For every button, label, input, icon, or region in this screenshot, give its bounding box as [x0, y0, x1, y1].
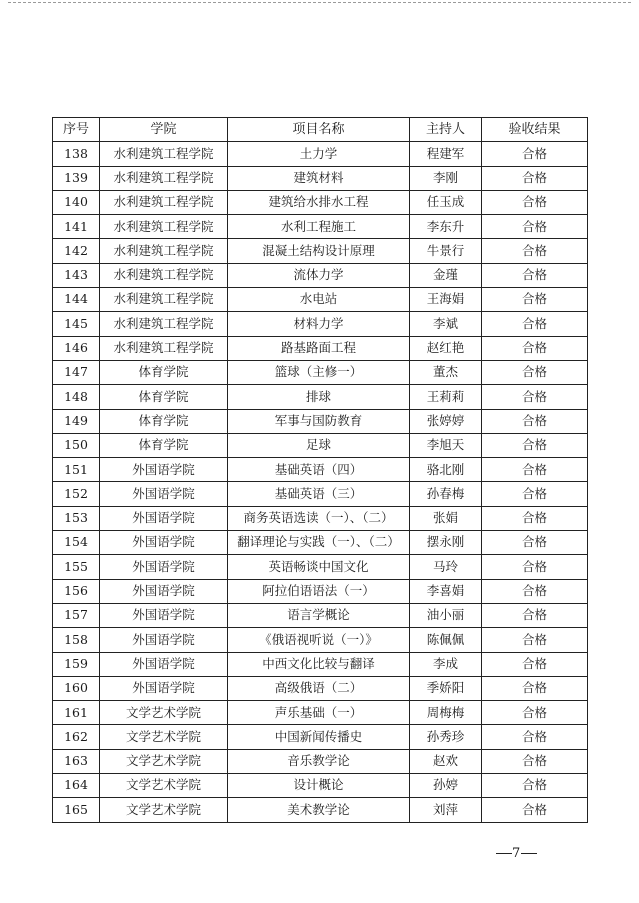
table-row [53, 506, 588, 530]
cell-project: 声乐基础（一） [228, 701, 410, 725]
cell-college: 水利建筑工程学院 [100, 288, 228, 312]
cell-result: 合格 [482, 555, 588, 579]
cell-no: 163 [53, 749, 100, 773]
cell-host: 孙婷 [410, 774, 482, 798]
cell-result: 合格 [482, 142, 588, 166]
cell-result: 合格 [482, 676, 588, 700]
cell-no: 154 [53, 531, 100, 555]
table-row [53, 701, 588, 725]
cell-college: 外国语学院 [100, 506, 228, 530]
cell-college: 外国语学院 [100, 555, 228, 579]
cell-college: 体育学院 [100, 385, 228, 409]
table-row [53, 336, 588, 360]
header-host: 主持人 [410, 118, 482, 142]
page-number-dash-left [496, 853, 512, 854]
cell-project: 《俄语视听说（一）》 [228, 628, 410, 652]
cell-no: 140 [53, 190, 100, 214]
cell-no: 144 [53, 288, 100, 312]
cell-host: 程建军 [410, 142, 482, 166]
cell-college: 外国语学院 [100, 676, 228, 700]
cell-no: 162 [53, 725, 100, 749]
cell-result: 合格 [482, 385, 588, 409]
table-row [53, 482, 588, 506]
cell-host: 李东升 [410, 215, 482, 239]
cell-host: 李喜娟 [410, 579, 482, 603]
cell-result: 合格 [482, 215, 588, 239]
cell-no: 150 [53, 433, 100, 457]
scan-edge-dashes [8, 2, 631, 3]
cell-host: 骆北刚 [410, 458, 482, 482]
cell-college: 体育学院 [100, 409, 228, 433]
cell-no: 152 [53, 482, 100, 506]
cell-project: 路基路面工程 [228, 336, 410, 360]
cell-no: 160 [53, 676, 100, 700]
cell-result: 合格 [482, 628, 588, 652]
cell-result: 合格 [482, 603, 588, 627]
table-header-row [53, 118, 588, 142]
cell-project: 中西文化比较与翻译 [228, 652, 410, 676]
cell-no: 149 [53, 409, 100, 433]
cell-project: 流体力学 [228, 263, 410, 287]
cell-no: 142 [53, 239, 100, 263]
table-row [53, 749, 588, 773]
cell-host: 张婷婷 [410, 409, 482, 433]
cell-project: 中国新闻传播史 [228, 725, 410, 749]
cell-college: 水利建筑工程学院 [100, 239, 228, 263]
cell-no: 159 [53, 652, 100, 676]
cell-no: 147 [53, 360, 100, 384]
cell-host: 李斌 [410, 312, 482, 336]
table-row [53, 579, 588, 603]
cell-host: 马玲 [410, 555, 482, 579]
cell-host: 陈佩佩 [410, 628, 482, 652]
cell-college: 水利建筑工程学院 [100, 190, 228, 214]
cell-project: 基础英语（四） [228, 458, 410, 482]
cell-result: 合格 [482, 458, 588, 482]
cell-no: 138 [53, 142, 100, 166]
cell-college: 水利建筑工程学院 [100, 263, 228, 287]
cell-result: 合格 [482, 531, 588, 555]
cell-college: 文学艺术学院 [100, 774, 228, 798]
cell-project: 英语畅谈中国文化 [228, 555, 410, 579]
cell-college: 文学艺术学院 [100, 701, 228, 725]
header-college: 学院 [100, 118, 228, 142]
table-row [53, 360, 588, 384]
cell-result: 合格 [482, 239, 588, 263]
table-row [53, 215, 588, 239]
cell-project: 阿拉伯语语法（一） [228, 579, 410, 603]
cell-project: 足球 [228, 433, 410, 457]
cell-project: 水利工程施工 [228, 215, 410, 239]
cell-result: 合格 [482, 652, 588, 676]
table-row [53, 263, 588, 287]
cell-result: 合格 [482, 288, 588, 312]
cell-host: 李刚 [410, 166, 482, 190]
cell-project: 翻译理论与实践（一）、（二） [228, 531, 410, 555]
cell-college: 体育学院 [100, 433, 228, 457]
cell-result: 合格 [482, 360, 588, 384]
cell-college: 外国语学院 [100, 458, 228, 482]
table-row [53, 531, 588, 555]
cell-no: 145 [53, 312, 100, 336]
cell-result: 合格 [482, 263, 588, 287]
cell-host: 金瑾 [410, 263, 482, 287]
cell-college: 外国语学院 [100, 579, 228, 603]
cell-no: 146 [53, 336, 100, 360]
table-body [53, 142, 588, 822]
cell-college: 外国语学院 [100, 603, 228, 627]
cell-college: 水利建筑工程学院 [100, 312, 228, 336]
cell-host: 油小丽 [410, 603, 482, 627]
cell-project: 语言学概论 [228, 603, 410, 627]
cell-college: 文学艺术学院 [100, 725, 228, 749]
cell-result: 合格 [482, 725, 588, 749]
cell-result: 合格 [482, 433, 588, 457]
cell-project: 军事与国防教育 [228, 409, 410, 433]
table-row [53, 385, 588, 409]
cell-host: 董杰 [410, 360, 482, 384]
cell-no: 151 [53, 458, 100, 482]
cell-college: 水利建筑工程学院 [100, 142, 228, 166]
header-project: 项目名称 [228, 118, 410, 142]
cell-host: 赵欢 [410, 749, 482, 773]
table-row [53, 288, 588, 312]
cell-project: 建筑材料 [228, 166, 410, 190]
cell-host: 季娇阳 [410, 676, 482, 700]
cell-no: 139 [53, 166, 100, 190]
table-row [53, 166, 588, 190]
cell-no: 157 [53, 603, 100, 627]
cell-host: 李成 [410, 652, 482, 676]
cell-college: 水利建筑工程学院 [100, 215, 228, 239]
cell-project: 混凝土结构设计原理 [228, 239, 410, 263]
cell-result: 合格 [482, 579, 588, 603]
cell-project: 设计概论 [228, 774, 410, 798]
cell-project: 水电站 [228, 288, 410, 312]
table-row [53, 433, 588, 457]
cell-college: 外国语学院 [100, 628, 228, 652]
cell-college: 外国语学院 [100, 652, 228, 676]
cell-host: 孙春梅 [410, 482, 482, 506]
cell-host: 刘萍 [410, 798, 482, 822]
cell-college: 文学艺术学院 [100, 749, 228, 773]
table-row [53, 409, 588, 433]
table-row [53, 239, 588, 263]
table-row [53, 652, 588, 676]
cell-project: 材料力学 [228, 312, 410, 336]
cell-college: 文学艺术学院 [100, 798, 228, 822]
cell-college: 体育学院 [100, 360, 228, 384]
cell-result: 合格 [482, 190, 588, 214]
cell-host: 张娟 [410, 506, 482, 530]
acceptance-results-table [52, 117, 588, 823]
cell-result: 合格 [482, 774, 588, 798]
cell-result: 合格 [482, 409, 588, 433]
table-row [53, 555, 588, 579]
cell-result: 合格 [482, 701, 588, 725]
cell-college: 水利建筑工程学院 [100, 166, 228, 190]
table-row [53, 798, 588, 822]
table-row [53, 603, 588, 627]
cell-result: 合格 [482, 798, 588, 822]
cell-college: 外国语学院 [100, 531, 228, 555]
cell-project: 排球 [228, 385, 410, 409]
cell-host: 王莉莉 [410, 385, 482, 409]
cell-host: 赵红艳 [410, 336, 482, 360]
page-number-dash-right [521, 853, 537, 854]
cell-host: 李旭天 [410, 433, 482, 457]
table-row [53, 458, 588, 482]
cell-project: 高级俄语（二） [228, 676, 410, 700]
cell-college: 水利建筑工程学院 [100, 336, 228, 360]
cell-result: 合格 [482, 312, 588, 336]
cell-no: 153 [53, 506, 100, 530]
cell-project: 商务英语选读（一）、（二） [228, 506, 410, 530]
table-row [53, 676, 588, 700]
header-no: 序号 [53, 118, 100, 142]
cell-result: 合格 [482, 336, 588, 360]
page-number-value: 7 [512, 846, 522, 861]
table-row [53, 142, 588, 166]
cell-result: 合格 [482, 482, 588, 506]
cell-no: 158 [53, 628, 100, 652]
cell-host: 周梅梅 [410, 701, 482, 725]
table-row [53, 190, 588, 214]
cell-project: 篮球（主修一） [228, 360, 410, 384]
cell-no: 164 [53, 774, 100, 798]
cell-no: 155 [53, 555, 100, 579]
cell-college: 外国语学院 [100, 482, 228, 506]
cell-project: 基础英语（三） [228, 482, 410, 506]
cell-project: 土力学 [228, 142, 410, 166]
cell-host: 王海娟 [410, 288, 482, 312]
cell-result: 合格 [482, 749, 588, 773]
cell-no: 161 [53, 701, 100, 725]
page-number [496, 846, 537, 861]
table-row [53, 628, 588, 652]
table-row [53, 774, 588, 798]
cell-result: 合格 [482, 166, 588, 190]
table-row [53, 312, 588, 336]
header-result: 验收结果 [482, 118, 588, 142]
cell-host: 牛景行 [410, 239, 482, 263]
cell-result: 合格 [482, 506, 588, 530]
cell-project: 建筑给水排水工程 [228, 190, 410, 214]
cell-no: 148 [53, 385, 100, 409]
cell-no: 156 [53, 579, 100, 603]
cell-no: 143 [53, 263, 100, 287]
table-row [53, 725, 588, 749]
cell-no: 141 [53, 215, 100, 239]
cell-host: 孙秀珍 [410, 725, 482, 749]
cell-project: 音乐教学论 [228, 749, 410, 773]
cell-no: 165 [53, 798, 100, 822]
cell-project: 美术教学论 [228, 798, 410, 822]
cell-host: 摆永刚 [410, 531, 482, 555]
cell-host: 任玉成 [410, 190, 482, 214]
